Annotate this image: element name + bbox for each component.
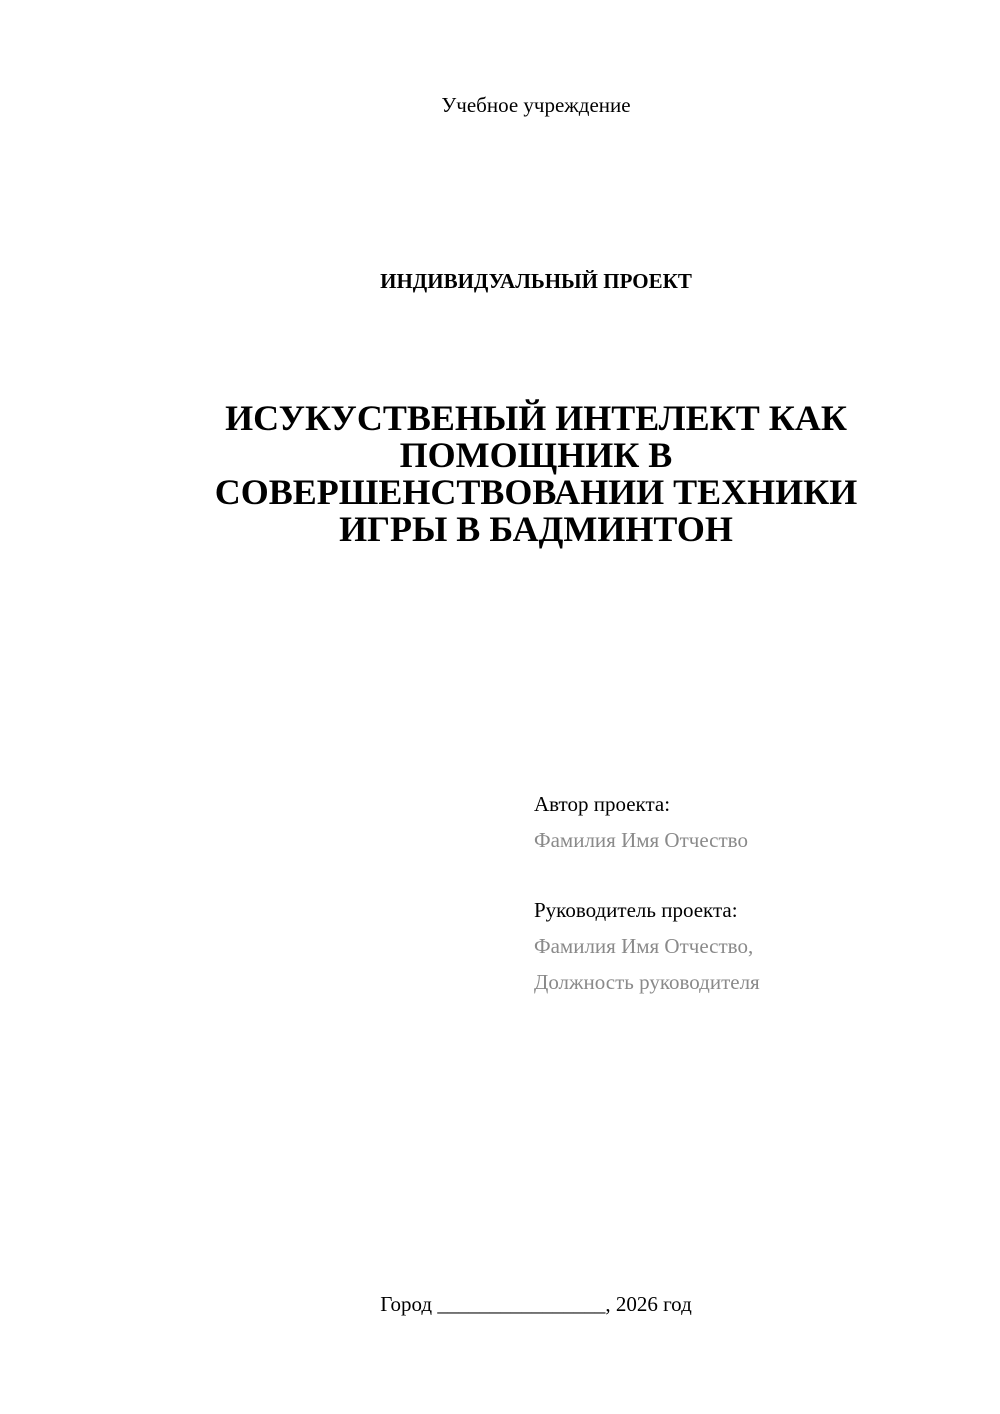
author-label: Автор проекта: [534, 792, 671, 816]
institution-name: Учебное учреждение [441, 93, 631, 117]
city-year-line: Город ________________, 2026 год [380, 1292, 692, 1316]
author-name: Фамилия Имя Отчество [534, 828, 748, 852]
document-type: ИНДИВИДУАЛЬНЫЙ ПРОЕКТ [380, 269, 692, 293]
supervisor-block [534, 892, 760, 1000]
title-line: СОВЕРШЕНСТВОВАНИИ ТЕХНИКИ [214, 472, 858, 512]
title-line: ИСУКУСТВЕНЫЙ ИНТЕЛЕКТ КАК [225, 398, 847, 438]
supervisor-name: Фамилия Имя Отчество, [534, 934, 754, 958]
title-line: ПОМОЩНИК В [399, 435, 673, 475]
author-block [534, 786, 748, 858]
supervisor-label: Руководитель проекта: [534, 898, 738, 922]
supervisor-position: Должность руководителя [534, 970, 760, 994]
title-line: ИГРЫ В БАДМИНТОН [339, 509, 733, 549]
project-title [100, 400, 972, 548]
